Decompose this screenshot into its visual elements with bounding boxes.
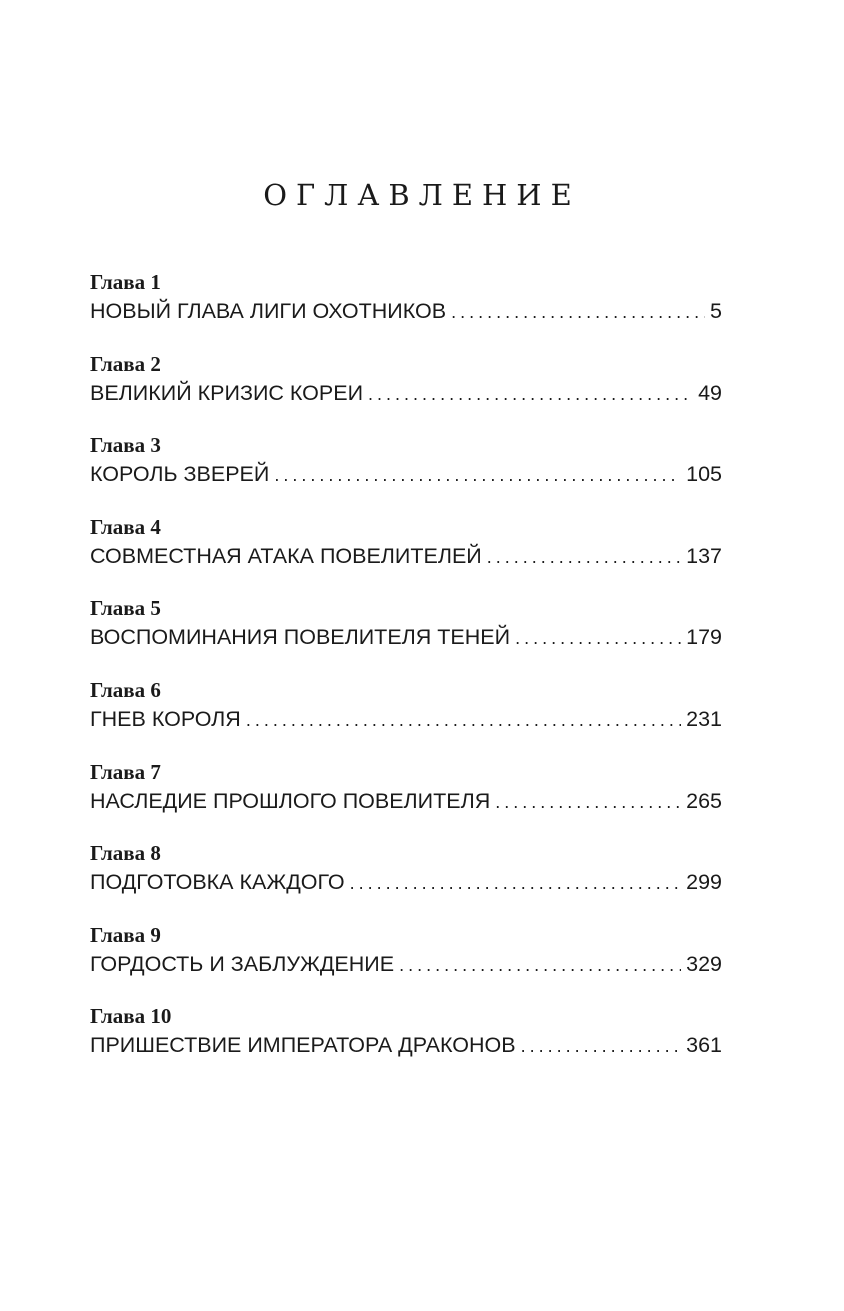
chapter-title: НАСЛЕДИЕ ПРОШЛОГО ПОВЕЛИТЕЛЯ [90, 788, 491, 813]
page-number: 231 [686, 706, 722, 731]
toc-entry[interactable] [90, 352, 722, 434]
page-number: 137 [686, 543, 722, 568]
toc-entry[interactable] [90, 678, 722, 760]
chapter-title: ПОДГОТОВКА КАЖДОГО [90, 870, 345, 895]
toc-entry[interactable] [90, 270, 722, 352]
chapter-number: Глава 6 [90, 677, 161, 702]
toc-line [90, 541, 722, 572]
chapter-title: ГОРДОСТЬ И ЗАБЛУЖДЕНИЕ [90, 951, 395, 976]
dot-leader [350, 868, 681, 898]
chapter-title: КОРОЛЬ ЗВЕРЕЙ [90, 462, 270, 487]
toc-line [90, 1030, 722, 1061]
chapter-number: Глава 9 [90, 922, 161, 947]
chapter-title: СОВМЕСТНАЯ АТАКА ПОВЕЛИТЕЛЕЙ [90, 543, 482, 568]
page-number: 105 [686, 462, 722, 487]
page-title: ОГЛАВЛЕНИЕ [263, 178, 581, 213]
chapter-number: Глава 7 [90, 759, 161, 784]
toc-entry[interactable] [90, 515, 722, 597]
page-number: 361 [686, 1033, 722, 1058]
dot-leader [368, 379, 693, 409]
dot-leader [399, 950, 681, 980]
chapter-number: Глава 1 [90, 270, 161, 294]
toc-line [90, 704, 722, 735]
chapter-title: ПРИШЕСТВИЕ ИМПЕРАТОРА ДРАКОНОВ [90, 1033, 516, 1058]
dot-leader [246, 705, 681, 735]
toc-line [90, 296, 722, 327]
toc-line [90, 949, 722, 980]
page-number: 299 [686, 870, 722, 895]
dot-leader [521, 1031, 682, 1061]
chapter-number: Глава 2 [90, 351, 161, 376]
page-number: 49 [698, 380, 722, 405]
toc-entry[interactable] [90, 596, 722, 678]
chapter-title: ВЕЛИКИЙ КРИЗИС КОРЕИ [90, 380, 364, 405]
toc-entry[interactable] [90, 760, 722, 842]
page-number: 265 [686, 788, 722, 813]
chapter-title: ВОСПОМИНАНИЯ ПОВЕЛИТЕЛЯ ТЕНЕЙ [90, 625, 511, 650]
table-of-contents [90, 270, 722, 1086]
dot-leader [487, 542, 681, 572]
toc-line [90, 378, 722, 409]
toc-line [90, 459, 722, 490]
toc-line [90, 622, 722, 653]
chapter-number: Глава 8 [90, 841, 161, 866]
dot-leader [274, 460, 681, 490]
chapter-number: Глава 3 [90, 433, 161, 458]
chapter-number: Глава 4 [90, 514, 161, 539]
page-number: 5 [710, 299, 722, 323]
chapter-title: ГНЕВ КОРОЛЯ [90, 706, 241, 731]
chapter-number: Глава 10 [90, 1004, 172, 1029]
dot-leader [495, 787, 681, 817]
page-number: 329 [686, 951, 722, 976]
toc-line [90, 867, 722, 898]
toc-entry[interactable] [90, 1004, 722, 1086]
dot-leader [451, 297, 705, 327]
toc-entry[interactable] [90, 841, 722, 923]
dot-leader [515, 623, 681, 653]
page-number: 179 [686, 625, 722, 650]
chapter-title: НОВЫЙ ГЛАВА ЛИГИ ОХОТНИКОВ [90, 299, 447, 323]
chapter-number: Глава 5 [90, 596, 161, 621]
toc-entry[interactable] [90, 433, 722, 515]
toc-entry[interactable] [90, 923, 722, 1005]
toc-line [90, 786, 722, 817]
